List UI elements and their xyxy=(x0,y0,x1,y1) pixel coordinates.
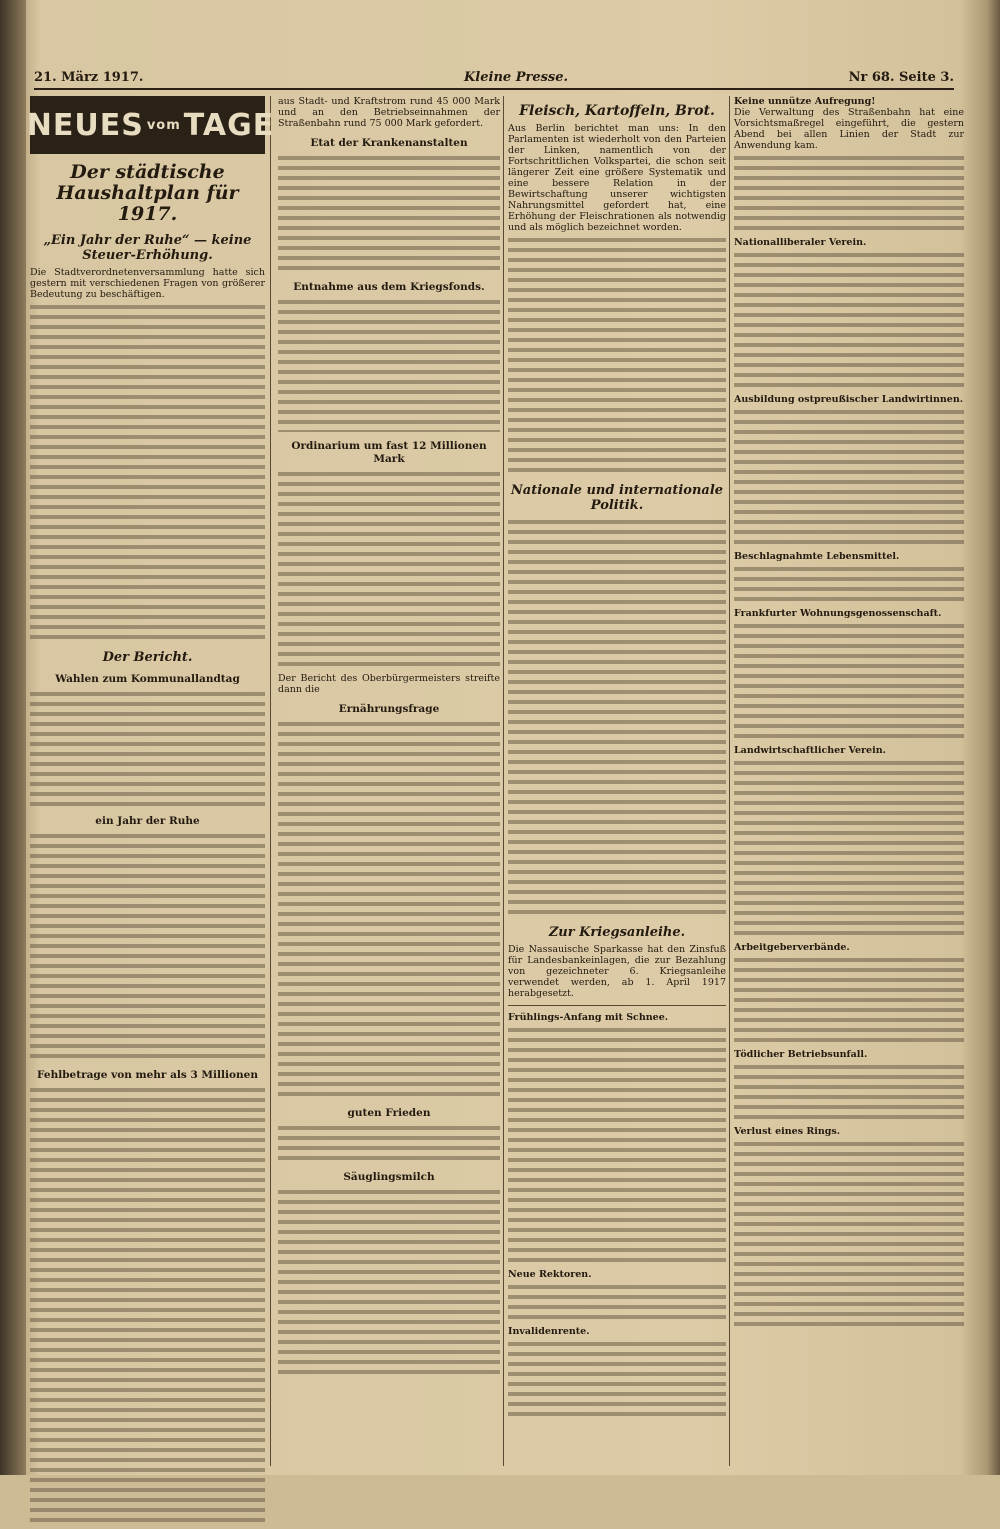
body-text xyxy=(30,302,265,642)
body-text xyxy=(734,564,964,604)
body-text xyxy=(278,1187,500,1377)
body-text xyxy=(508,517,726,917)
body-text xyxy=(278,297,500,432)
column-1 xyxy=(26,96,275,1529)
section-heading: Der Bericht. xyxy=(102,650,193,665)
page-header xyxy=(34,66,954,90)
body-text xyxy=(278,719,500,1099)
lead-paragraph: Aus Berlin berichtet man uns: In den Parlamenten ist wiederholt von den Parteien der Linken, namentlich von der Fortschrittlichen Volkspartei, die schon seit längerer Zeit eine größere Systematik und eine bessere Relation in der Bewirtschaftung unserer wichtigsten Nahrungsmittel gefordert hat, eine Erhöhung der Fleischrationen als notwendig und als möglich bezeichnet worden. xyxy=(508,123,726,233)
section-heading: Nationale und internationale Politik. xyxy=(510,483,724,513)
section-heading: guten Frieden xyxy=(347,1107,431,1119)
section-heading: Landwirtschaftlicher Verein. xyxy=(734,745,886,756)
body-text xyxy=(734,407,964,547)
body-text xyxy=(278,469,500,669)
section-heading: Wahlen zum Kommunallandtag xyxy=(55,673,240,685)
section-heading: Ausbildung ostpreußischer Landwirtinnen. xyxy=(734,394,964,405)
neues-vom-tage-logo xyxy=(26,96,275,154)
section-heading: Etat der Krankenanstalten xyxy=(310,137,468,149)
section-heading: Entnahme aus dem Kriegsfonds. xyxy=(293,281,485,293)
section-heading: Ordinarium um fast 12 Millionen Mark xyxy=(291,440,487,465)
section-heading: ein Jahr der Ruhe xyxy=(95,815,200,827)
column-rule xyxy=(270,96,271,1466)
article-text: Die Nassauische Sparkasse hat den Zinsfuß für Landesbankeinlagen, die zur Bezahlung von gezeichneter 6. Kriegsanleihe verwendet werden, ab 1. April 1917 herabgesetzt. xyxy=(508,944,726,999)
column-2 xyxy=(278,96,500,1381)
section-heading: Keine unnütze Aufregung! xyxy=(734,96,876,107)
body-text xyxy=(278,153,500,273)
section-heading: Tödlicher Betriebsunfall. xyxy=(734,1049,868,1060)
column-3 xyxy=(508,96,726,1423)
section-heading: Invalidenrente. xyxy=(508,1326,590,1337)
body-text xyxy=(734,758,964,938)
header-page-number: Nr 68. Seite 3. xyxy=(848,70,954,85)
body-text xyxy=(30,831,265,1061)
page-edge-right xyxy=(986,0,1000,1475)
header-date: 21. März 1917. xyxy=(34,70,144,85)
logo-text-tage: TAGE xyxy=(183,107,275,143)
logo-text-main: NEUES xyxy=(26,107,144,143)
header-paper-name: Kleine Presse. xyxy=(464,70,569,85)
section-heading: Zur Kriegsanleihe. xyxy=(548,925,686,940)
body-text xyxy=(734,153,964,233)
binding-edge-left xyxy=(0,0,26,1475)
body-text xyxy=(734,1062,964,1122)
column-rule xyxy=(503,96,504,1466)
body-text xyxy=(508,235,726,475)
section-heading: Frankfurter Wohnungsgenossenschaft. xyxy=(734,608,942,619)
section-heading: Fehlbetrage von mehr als 3 Millionen xyxy=(37,1069,258,1081)
body-text xyxy=(278,1123,500,1163)
body-text xyxy=(508,1339,726,1419)
main-headline: Der städtische Haushaltplan für 1917. xyxy=(56,161,239,225)
section-heading: Verlust eines Rings. xyxy=(734,1126,841,1137)
section-heading: Neue Rektoren. xyxy=(508,1269,592,1280)
lead-paragraph: Die Stadtverordnetenversammlung hatte sich gestern mit verschiedenen Fragen von größerer Bedeutung zu beschäftigen. xyxy=(30,267,265,300)
section-heading: Arbeitgeberverbände. xyxy=(734,942,850,953)
logo-text-vom: vom xyxy=(146,117,181,133)
section-heading: Frühlings-Anfang mit Schnee. xyxy=(508,1012,669,1023)
article-title: Fleisch, Kartoffeln, Brot. xyxy=(519,103,715,119)
body-text xyxy=(30,1085,265,1525)
body-text xyxy=(508,1025,726,1265)
section-heading: Beschlagnahmte Lebensmittel. xyxy=(734,551,900,562)
body-text xyxy=(508,1282,726,1322)
body-text xyxy=(734,955,964,1045)
body-text xyxy=(30,689,265,807)
divider xyxy=(508,1005,726,1006)
bridge-line: Der Bericht des Oberbürgermeisters streifte dann die xyxy=(278,673,500,695)
lead-paragraph: Die Verwaltung des Straßenbahn hat eine Vorsichtsmaßregel eingeführt, die gestern Abend bei allen Linien der Stadt zur Anwendung kam. xyxy=(734,107,964,151)
section-heading: Nationalliberaler Verein. xyxy=(734,237,867,248)
section-heading: Ernährungsfrage xyxy=(338,703,440,715)
section-heading: Säuglingsmilch xyxy=(343,1171,435,1183)
body-text xyxy=(734,250,964,390)
body-text xyxy=(734,621,964,741)
lead-paragraph: aus Stadt- und Kraftstrom rund 45 000 Mark und an den Betriebseinnahmen der Straßenbahn rund 75 000 Mark gefordert. xyxy=(278,96,500,129)
column-rule xyxy=(729,96,730,1466)
body-text xyxy=(734,1139,964,1329)
column-4 xyxy=(734,96,964,1333)
sub-headline: „Ein Jahr der Ruhe“ — keine Steuer-Erhöhung. xyxy=(43,233,252,263)
